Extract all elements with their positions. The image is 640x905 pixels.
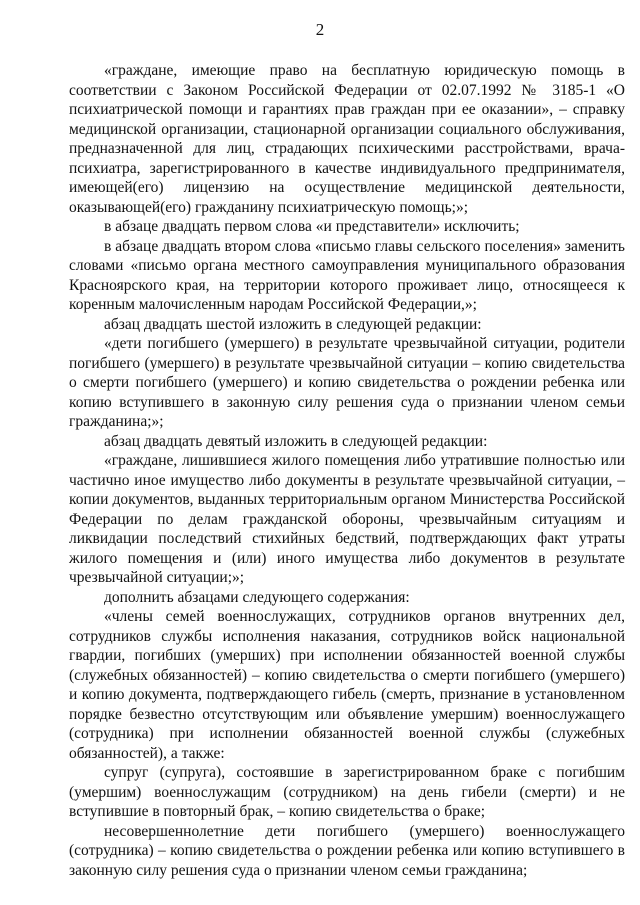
paragraph: супруг (супруга), состоявшие в зарегистрированном браке с погибшим (умершим) военнослужащим (сотрудником) на день гибели (смерти) и не вступившие в повторный брак, – копию свидетельства о браке; — [69, 764, 625, 820]
paragraph: дополнить абзацами следующего содержания: — [104, 588, 410, 606]
paragraph: «члены семей военнослужащих, сотрудников органов внутренних дел, сотрудников службы исполнения наказания, сотрудников войск национальной гвардии, погибших (умерших) при исполнении обязанностей военной службы (служебных обязанностей) – копию свидетельства о смерти погибшего (умершего) и копию документа, подтверждающего гибель (смерть, признание в установленном порядке безвестно отсутствующим или объявление умершим) военнослужащего (сотрудника) при исполнении обязанностей военной службы (служебных обязанностей), а также: — [69, 608, 625, 762]
document-body — [69, 61, 625, 880]
paragraph: в абзаце двадцать втором слова «письмо главы сельского поселения» заменить словами «письмо органа местного самоуправления муниципального образования Красноярского края, на территории которого проживает лицо, относящееся к коренным малочисленным народам Российской Федерации,»; — [69, 237, 625, 313]
paragraph: «граждане, имеющие право на бесплатную юридическую помощь в соответствии с Законом Российской Федерации от 02.07.1992 № 3185-1 «О психиатрической помощи и гарантиях прав граждан при ее оказании», – справку медицинской организации, стационарной организации социального обслуживания, предназначенной для лиц, страдающих психическими расстройствами, врача-психиатра, зарегистрированного в качестве индивидуального предпринимателя, имеющей(его) лицензию на осуществление медицинской деятельности, оказывающей(его) гражданину психиатрическую помощь;»; — [69, 62, 625, 216]
page-number: 2 — [315, 20, 325, 39]
paragraph: несовершеннолетние дети погибшего (умершего) военнослужащего (сотрудника) – копию свидетельства о рождении ребенка или копию вступившего в законную силу решения суда о признании членом семьи гражданина; — [69, 822, 625, 879]
paragraph: «граждане, лишившиеся жилого помещения либо утратившие полностью или частично иное имущество либо документы в результате чрезвычайной ситуации, – копии документов, выданных территориальным органом Министерства Российской Федерации по делам гражданской обороны, чрезвычайным ситуациям и ликвидации последствий стихийных бедствий, подтверждающих факт утраты жилого помещения и (или) иного имущества либо документов в результате чрезвычайной ситуации;»; — [69, 452, 625, 586]
paragraph: в абзаце двадцать первом слова «и представители» исключить; — [104, 218, 520, 235]
paragraph: абзац двадцать шестой изложить в следующей редакции: — [104, 315, 482, 333]
paragraph: абзац двадцать девятый изложить в следующей редакции: — [104, 432, 488, 450]
paragraph: «дети погибшего (умершего) в результате чрезвычайной ситуации, родители погибшего (умершего) в результате чрезвычайной ситуации – копию свидетельства о смерти погибшего (умершего) и копию свидетельства о рождении ребенка или копию вступившего в законную силу решения суда о признании членом семьи гражданина;»; — [69, 335, 625, 430]
